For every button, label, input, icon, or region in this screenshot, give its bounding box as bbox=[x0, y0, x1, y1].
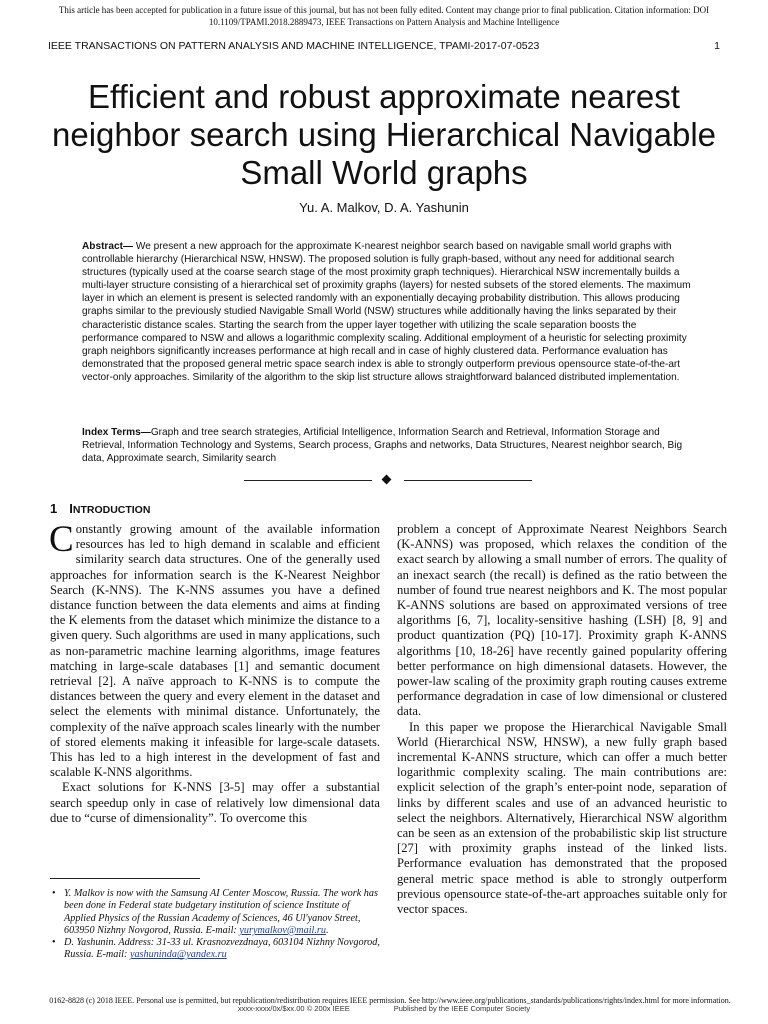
author-footnotes bbox=[50, 888, 380, 962]
publisher-line bbox=[0, 1004, 768, 1013]
journal-line: IEEE TRANSACTIONS ON PATTERN ANALYSIS AND MACHINE INTELLIGENCE, TPAMI-2017-07-0523 bbox=[48, 40, 540, 52]
bullet: • bbox=[52, 888, 56, 899]
bullet: • bbox=[52, 937, 56, 949]
publisher-name: Published by the IEEE Computer Society bbox=[393, 1004, 531, 1013]
footnote-text: D. Yashunin. Address: 31-33 ul. Krasnozvezdnaya, 603104 Nizhny Novgorod, Russia. E-mail: bbox=[64, 937, 380, 961]
index-terms-text: Graph and tree search strategies, Artificial Intelligence, Information Search and Retrieval, Information Storage and Retrieval, Information Technology and Systems, Search process, Graphs and networks, Data Structures, Nearest neighbor search, Big data, Approximate search, Similarity search bbox=[82, 427, 683, 465]
abstract-separator: — bbox=[122, 241, 136, 252]
section-divider bbox=[244, 474, 534, 486]
intro-paragraph-4: In this paper we propose the Hierarchical Navigable Small World (Hierarchical NSW, HNSW), a new fully graph based incremental K-ANNS structure, which can offer a much better logarithmic complexity scaling. The main contributions are: explicit selection of the graph’s enter-point node, separation of links by different scales and use of an advanced heuristic to select the neighbors. Alternatively, Hierarchical NSW algorithm can be seen as an extension of the probabilistic skip list structure [27] with proximity graphs instead of the linked lists. Performance evaluation has demonstrated that the proposed general metric space method is able to strongly outperform previous opensource state-of-the-art approaches suitable only for vector spaces. bbox=[397, 719, 727, 917]
intro-paragraph-3: problem a concept of Approximate Nearest Neighbors Search (K-ANNS) was proposed, which relaxes the condition of the exact search by allowing a small number of errors. The quality of an inexact search (the recall) is defined as the ratio between the number of found true nearest neighbors and K. The most popular K-ANNS solutions are based on approximated versions of tree algorithms [6, 7], locality-sensitive hashing (LSH) [8, 9] and product quantization (PQ) [10-17]. Proximity graph K-ANNS algorithms [10, 18-26] have recently gained popularity offering better performance on high dimensional datasets. However, the power-law scaling of the proximity graph routing causes extreme performance degradation in case of low dimensional or clustered data. bbox=[397, 522, 727, 719]
left-column bbox=[49, 519, 380, 826]
abstract bbox=[82, 240, 692, 384]
intro-paragraph-1-text: onstantly growing amount of the available information resources has led to high demand in scalable and efficient similarity search data structures. One of the generally used approaches for information search is the K-Nearest Neighbor Search (K-NNS). The K-NNS assumes you have a defined distance function between the data elements and aims at finding the K elements from the dataset which minimize the distance to a given query. Such algorithms are used in many applications, such as non-parametric machine learning algorithms, image features matching in large-scale databases [1] and semantic document retrieval [2]. A naïve approach to K-NNS is to compute the distances between the query and every element in the dataset and select the elements with minimal distance. Unfortunately, the complexity of the naïve approach scales linearly with the number of stored elements making it infeasible for large-scale datasets. This has led to a high interest in the development of fast and scalable K-NNS algorithms. bbox=[50, 522, 380, 780]
page-number: 1 bbox=[714, 40, 720, 52]
index-terms-label: Index Terms bbox=[82, 427, 141, 438]
email-link[interactable]: yurymalkov@mail.ru bbox=[239, 924, 326, 936]
abstract-text: We present a new approach for the approximate K-nearest neighbor search based on navigable small world graphs with controllable hierarchy (Hierarchical NSW, HNSW). The proposed solution is fully graph-based, without any need for additional search structures (typically used at the coarse search stage of the most proximity graph techniques). Hierarchical NSW incrementally builds a multi-layer structure consisting of a hierarchical set of proximity graphs (layers) for nested subsets of the stored elements. The maximum layer in which an element is present is selected randomly with an exponentially decaying probability distribution. This allows producing graphs similar to the previously studied Navigable Small World (NSW) structures while additionally having the links separated by their characteristic distance scales. Starting the search from the upper layer together with utilizing the scale separation boosts the performance compared to NSW and allows a logarithmic complexity scaling. Additional employment of a heuristic for selecting proximity graph neighbors significantly increases performance at high recall and in case of highly clustered data. Performance evaluation has demonstrated that the proposed general metric space search index is able to strongly outperform previous opensource state-of-the-art vector-only approaches. Similarity of the algorithm to the skip list structure allows straightforward balanced distributed implementation. bbox=[82, 241, 691, 383]
index-terms-separator: — bbox=[140, 427, 151, 438]
footnote-text: Y. Malkov is now with the Samsung AI Center Moscow, Russia. The work has been done in Federal state budgetary institution of science Institute of Applied Physics of the Russian Academy of Sciences, 46 Ul'yanov Street, 603950 Nizhny Novgorod, Russia. E-mail: bbox=[64, 888, 378, 936]
section-title-rest: NTRODUCTION bbox=[72, 504, 151, 516]
abstract-label: Abstract bbox=[82, 241, 123, 252]
section-title-initial: I bbox=[69, 501, 73, 516]
diamond-icon bbox=[382, 475, 392, 485]
running-header bbox=[48, 40, 720, 52]
index-terms bbox=[82, 426, 692, 465]
drop-cap: C bbox=[49, 519, 74, 560]
intro-paragraph-2: Exact solutions for K-NNS [3-5] may offer a substantial search speedup only in case of relatively low dimensional data due to “curse of dimensionality”. To overcome this bbox=[50, 780, 380, 825]
section-heading bbox=[50, 501, 150, 516]
footnote-tail: . bbox=[325, 924, 329, 936]
article-code: xxxx-xxxx/0x/$xx.00 © 200x IEEE bbox=[237, 1004, 350, 1013]
footnote-item bbox=[50, 888, 380, 937]
paper-authors: Yu. A. Malkov, D. A. Yashunin bbox=[299, 200, 469, 215]
copyright-notice: 0162-8828 (c) 2018 IEEE. Personal use is permitted, but republication/redistribution requires IEEE permission. See http://www.ieee.org/publications_standards/publications/rights/index.html for more information. bbox=[49, 996, 731, 1005]
email-link[interactable]: yashuninda@yandex.ru bbox=[129, 949, 227, 961]
right-column bbox=[397, 522, 727, 917]
footnote-item bbox=[50, 937, 380, 962]
section-number: 1 bbox=[50, 501, 58, 516]
footnote-rule bbox=[50, 878, 200, 879]
divider-line-right bbox=[404, 480, 532, 481]
publication-notice: This article has been accepted for publication in a future issue of this journal, but has not been fully edited. Content may change prior to final publication. Citation information: DOI 10.1109/TPAMI.2018.2889473, IEEE Transactions on Pattern Analysis and Machine Intelligence bbox=[58, 5, 710, 27]
intro-paragraph-1 bbox=[49, 519, 380, 780]
paper-title: Efficient and robust approximate nearest neighbor search using Hierarchical Navigable Small World graphs bbox=[51, 78, 717, 191]
divider-line-left bbox=[244, 480, 372, 481]
